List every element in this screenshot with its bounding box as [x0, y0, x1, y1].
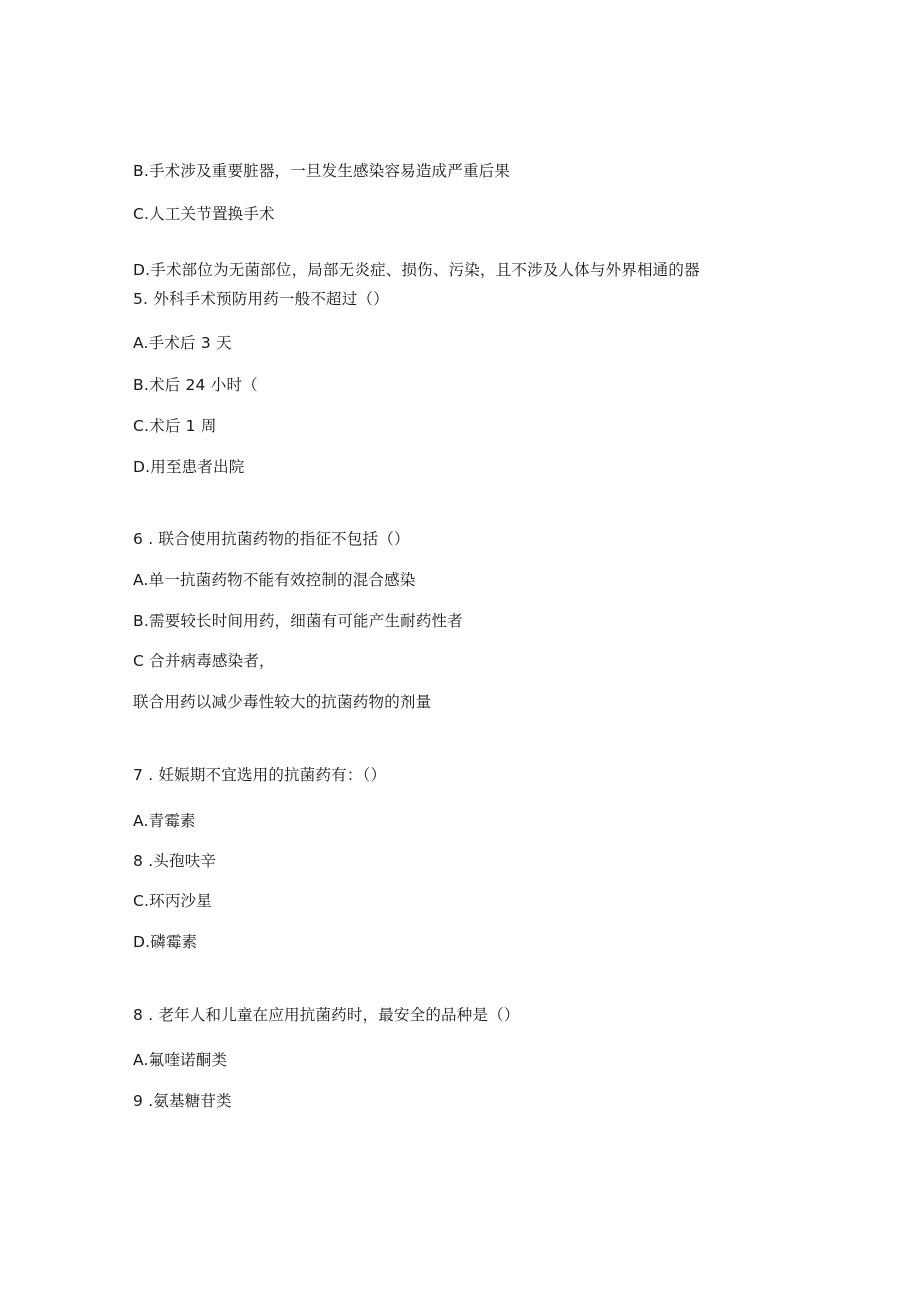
- option-d-q5: D.用至患者出院: [133, 458, 245, 476]
- option-b-q4: B.手术涉及重要脏器，一旦发生感染容易造成严重后果: [133, 162, 511, 180]
- option-c-q4: C.人工关节置换手术: [133, 205, 275, 223]
- option-c-q5: C.术后 1 周: [133, 417, 217, 435]
- option-d-q7: D.磷霉素: [133, 933, 198, 951]
- question-7: 7 . 妊娠期不宜选用的抗菌药有：（）: [133, 766, 387, 784]
- option-c-q7: C.环丙沙星: [133, 892, 212, 910]
- question-8: 8 . 老年人和儿童在应用抗菌药时，最安全的品种是（）: [133, 1006, 520, 1024]
- option-b-q8: 9 .氨基糖苷类: [133, 1092, 232, 1110]
- question-6: 6 . 联合使用抗菌药物的指征不包括（）: [133, 530, 410, 548]
- question-5: 5. 外科手术预防用药一般不超过（）: [133, 290, 389, 308]
- option-a-q6: A.单一抗菌药物不能有效控制的混合感染: [133, 571, 416, 589]
- option-a-q5: A.手术后 3 天: [133, 334, 232, 352]
- option-d-q4: D.手术部位为无菌部位，局部无炎症、损伤、污染，且不涉及人体与外界相通的器: [133, 261, 700, 279]
- option-d-q6: 联合用药以减少毒性较大的抗菌药物的剂量: [133, 693, 432, 711]
- option-c-q6: C 合并病毒感染者，: [133, 652, 275, 670]
- option-a-q7: A.青霉素: [133, 812, 196, 830]
- option-a-q8: A.氟喹诺酮类: [133, 1051, 228, 1069]
- option-b-q5: B.术后 24 小时（: [133, 376, 258, 394]
- option-b-q7: 8 .头孢呋辛: [133, 852, 217, 870]
- option-b-q6: B.需要较长时间用药，细菌有可能产生耐药性者: [133, 612, 463, 630]
